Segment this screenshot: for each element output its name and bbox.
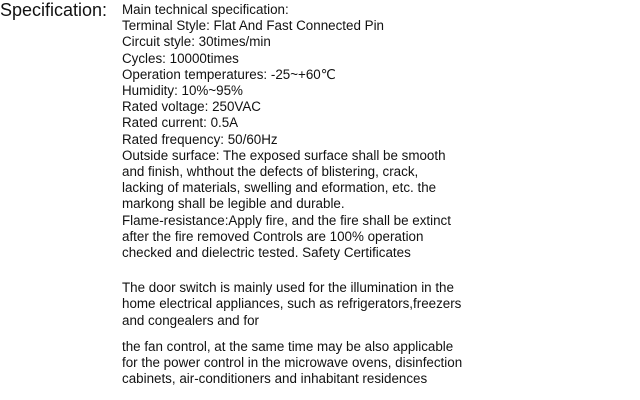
spec-line: Terminal Style: Flat And Fast Connected Pin <box>122 18 384 34</box>
spec-line: Outside surface: The exposed surface shall be smooth <box>122 147 446 163</box>
spec-line: Humidity: 10%~95% <box>122 83 243 99</box>
usage-paragraph-2 <box>122 339 632 388</box>
spec-line: Flame-resistance:Apply fire, and the fire shall be extinct <box>122 212 451 228</box>
paragraph-spacer <box>122 261 632 280</box>
usage-line: and congealers and for <box>122 312 259 328</box>
specification-content <box>122 2 632 387</box>
spec-line: checked and dielectric tested. Safety Certificates <box>122 245 411 261</box>
usage-line: the fan control, at the same time may be also applicable <box>122 338 454 354</box>
spec-line: Rated frequency: 50/60Hz <box>122 131 278 147</box>
spec-line: and finish, whthout the defects of blistering, crack, <box>122 164 419 180</box>
spec-line: Circuit style: 30times/min <box>122 34 271 50</box>
spec-line: Rated current: 0.5A <box>122 115 239 131</box>
usage-line: for the power control in the microwave ovens, disinfection <box>122 355 463 371</box>
usage-line: home electrical appliances, such as refrigerators,freezers <box>122 296 462 312</box>
spec-line: after the fire removed Controls are 100% operation <box>122 228 424 244</box>
spec-line: Cycles: 10000times <box>122 50 239 66</box>
usage-line: cabinets, air-conditioners and inhabitant residences <box>122 371 428 387</box>
spec-line: Main technical specification: <box>122 2 289 17</box>
spec-line: Operation temperatures: -25~+60℃ <box>122 66 336 82</box>
spec-line: Rated voltage: 250VAC <box>122 99 261 115</box>
spec-line: markong shall be legible and durable. <box>122 196 345 212</box>
usage-paragraph-1 <box>122 280 632 329</box>
specification-heading: Specification: <box>0 0 108 20</box>
paragraph-spacer <box>122 329 632 339</box>
spec-line: lacking of materials, swelling and eformation, etc. the <box>122 180 437 196</box>
spec-list <box>122 2 632 261</box>
usage-line: The door switch is mainly used for the illumination in the <box>122 280 454 296</box>
